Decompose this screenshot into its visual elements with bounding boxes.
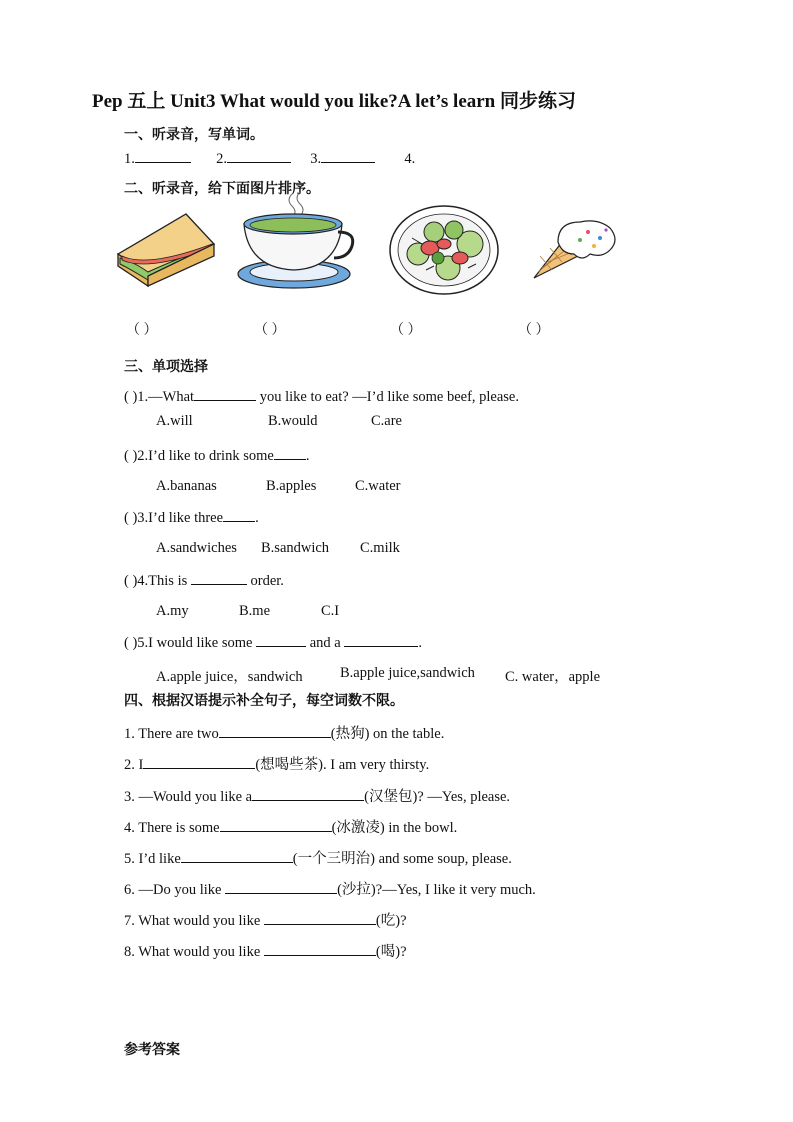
sentence-7: 7. What would you like (吃)? [124, 913, 407, 929]
q1-option-a[interactable]: A.will [156, 413, 193, 429]
q5-stem: ( )5.I would like some and a . [124, 635, 422, 651]
sentence-8-blank[interactable] [264, 943, 376, 956]
q4-option-c[interactable]: C.I [321, 603, 340, 619]
q2-option-c[interactable]: C.water [355, 478, 401, 494]
sentence-2-blank[interactable] [143, 756, 255, 769]
sentence-4: 4. There is some (冰激凌) in the bowl. [124, 820, 458, 836]
section1-items [124, 150, 415, 168]
picture-paren-4[interactable]: （ ） [518, 323, 550, 338]
sentence-8: 8. What would you like (喝)? [124, 944, 407, 960]
answer-blank-3[interactable] [321, 150, 375, 163]
salad-icon [388, 204, 500, 296]
q5-option-b[interactable]: B.apple juice,sandwich [340, 665, 475, 681]
section2-heading: 二、听录音，给下面图片排序。 [124, 181, 320, 197]
sentence-1: 1. There are two (热狗) on the table. [124, 726, 445, 742]
section3-heading: 三、单项选择 [124, 359, 208, 375]
picture-paren-1[interactable]: （ ） [126, 323, 158, 338]
q5-option-a[interactable]: A.apple juice，sandwich [156, 669, 303, 685]
q5-blank-1[interactable] [256, 634, 306, 647]
q4-blank[interactable] [191, 572, 247, 585]
sentence-7-blank[interactable] [264, 912, 376, 925]
q2-option-b[interactable]: B.apples [266, 478, 317, 494]
answer-blank-1[interactable] [135, 150, 191, 163]
ice-cream-icon [528, 216, 620, 282]
answers-heading: 参考答案 [124, 1042, 180, 1058]
answer-blank-2[interactable] [227, 150, 291, 163]
sentence-4-blank[interactable] [220, 819, 332, 832]
sandwich-icon [114, 210, 220, 290]
q5-option-c[interactable]: C. water，apple [505, 669, 601, 685]
sentence-6-blank[interactable] [225, 881, 337, 894]
sentence-6: 6. —Do you like (沙拉)?—Yes, I like it very much. [124, 882, 536, 898]
sentence-3: 3. —Would you like a (汉堡包)? —Yes, please. [124, 789, 511, 805]
q3-option-a[interactable]: A.sandwiches [156, 540, 237, 556]
q1-option-c[interactable]: C.are [371, 413, 402, 429]
picture-paren-2[interactable]: （ ） [254, 323, 286, 338]
q4-option-b[interactable]: B.me [239, 603, 271, 619]
q2-blank[interactable] [274, 447, 306, 460]
q3-option-c[interactable]: C.milk [360, 540, 400, 556]
q3-option-b[interactable]: B.sandwich [261, 540, 330, 556]
sentence-5: 5. I’d like (一个三明治) and some soup, please. [124, 851, 512, 867]
q3-blank[interactable] [223, 509, 255, 522]
q5-paren[interactable]: ( ) [124, 635, 138, 651]
q1-paren[interactable]: ( ) [124, 389, 138, 405]
q4-paren[interactable]: ( ) [124, 573, 138, 589]
item-1-label: 1. [124, 151, 135, 167]
sentence-5-blank[interactable] [181, 850, 293, 863]
sentence-3-blank[interactable] [252, 788, 364, 801]
section1-heading: 一、听录音，写单词。 [124, 127, 264, 143]
q2-option-a[interactable]: A.bananas [156, 478, 217, 494]
section4-heading: 四、根据汉语提示补全句子，每空词数不限。 [124, 693, 404, 709]
tea-cup-icon [234, 190, 356, 292]
q3-stem: ( )3.I’d like three . [124, 510, 259, 526]
q1-stem: ( )1.—What you like to eat? —I’d like some beef, please. [124, 389, 519, 405]
q3-paren[interactable]: ( ) [124, 510, 138, 526]
q2-paren[interactable]: ( ) [124, 448, 138, 464]
q2-stem: ( )2.I’d like to drink some . [124, 448, 310, 464]
q4-option-a[interactable]: A.my [156, 603, 189, 619]
picture-paren-3[interactable]: （ ） [390, 323, 422, 338]
page-title: Pep 五上 Unit3 What would you like?A let’s learn 同步练习 [92, 91, 576, 112]
item-3-label: 3. [310, 151, 322, 167]
item-4-label: 4. [404, 151, 416, 167]
sentence-2: 2. I (想喝些茶). I am very thirsty. [124, 757, 430, 773]
q4-stem: ( )4.This is order. [124, 573, 284, 589]
q1-option-b[interactable]: B.would [268, 413, 318, 429]
sentence-1-blank[interactable] [219, 725, 331, 738]
item-2-label: 2. [216, 151, 227, 167]
q5-blank-2[interactable] [344, 634, 418, 647]
q1-blank[interactable] [194, 388, 256, 401]
